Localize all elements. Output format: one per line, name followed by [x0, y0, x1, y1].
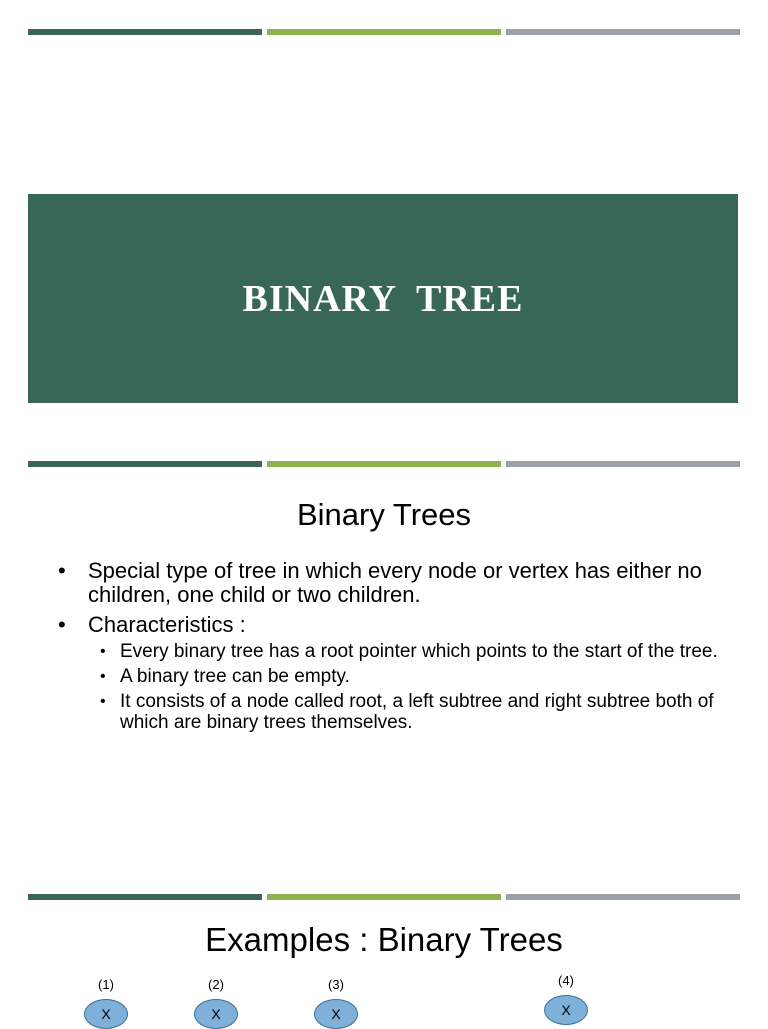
sub-bullet-item: • It consists of a node called root, a left subtree and right subtree both of which are binary trees themselves.: [94, 691, 738, 733]
accent-bar: [28, 461, 740, 467]
slide-title-text: BINARY TREE: [242, 277, 524, 320]
bullet-list: [58, 559, 738, 739]
accent-segment-light-green: [267, 29, 501, 35]
accent-segment-light-green: [267, 894, 501, 900]
tree-node: X: [544, 995, 588, 1025]
accent-segment-light-green: [267, 461, 501, 467]
tree-node: X: [84, 999, 128, 1029]
accent-segment-dark-green: [28, 894, 262, 900]
example-label: (3): [328, 977, 344, 992]
sub-bullet-item: • A binary tree can be empty.: [94, 666, 738, 687]
accent-segment-gray: [506, 29, 740, 35]
accent-segment-gray: [506, 461, 740, 467]
example-tree-2: [186, 977, 246, 1029]
bullet-text: Characteristics :: [88, 612, 246, 637]
example-label: (2): [208, 977, 224, 992]
slide-examples: [0, 885, 768, 1024]
tree-node: X: [314, 999, 358, 1029]
bullet-item: [58, 559, 738, 607]
bullet-text: Special type of tree in which every node or vertex has either no children, one child or two children.: [88, 558, 702, 607]
slide-title: [0, 0, 768, 445]
accent-segment-dark-green: [28, 461, 262, 467]
title-band: [28, 194, 738, 403]
accent-bar: [28, 29, 740, 35]
accent-segment-gray: [506, 894, 740, 900]
tree-node: X: [194, 999, 238, 1029]
accent-segment-dark-green: [28, 29, 262, 35]
example-label: (4): [558, 973, 574, 988]
slide-binary-trees: [0, 445, 768, 885]
example-tree-3: [306, 977, 366, 1029]
example-tree-1: [76, 977, 136, 1029]
slide-heading: Examples : Binary Trees: [205, 921, 563, 958]
sub-bullet-list: [94, 641, 738, 733]
example-tree-4: [536, 973, 596, 1025]
accent-bar: [28, 894, 740, 900]
sub-bullet-item: • Every binary tree has a root pointer which points to the start of the tree.: [94, 641, 738, 662]
example-label: (1): [98, 977, 114, 992]
bullet-item: [58, 613, 738, 733]
slide-heading: Binary Trees: [296, 497, 471, 532]
